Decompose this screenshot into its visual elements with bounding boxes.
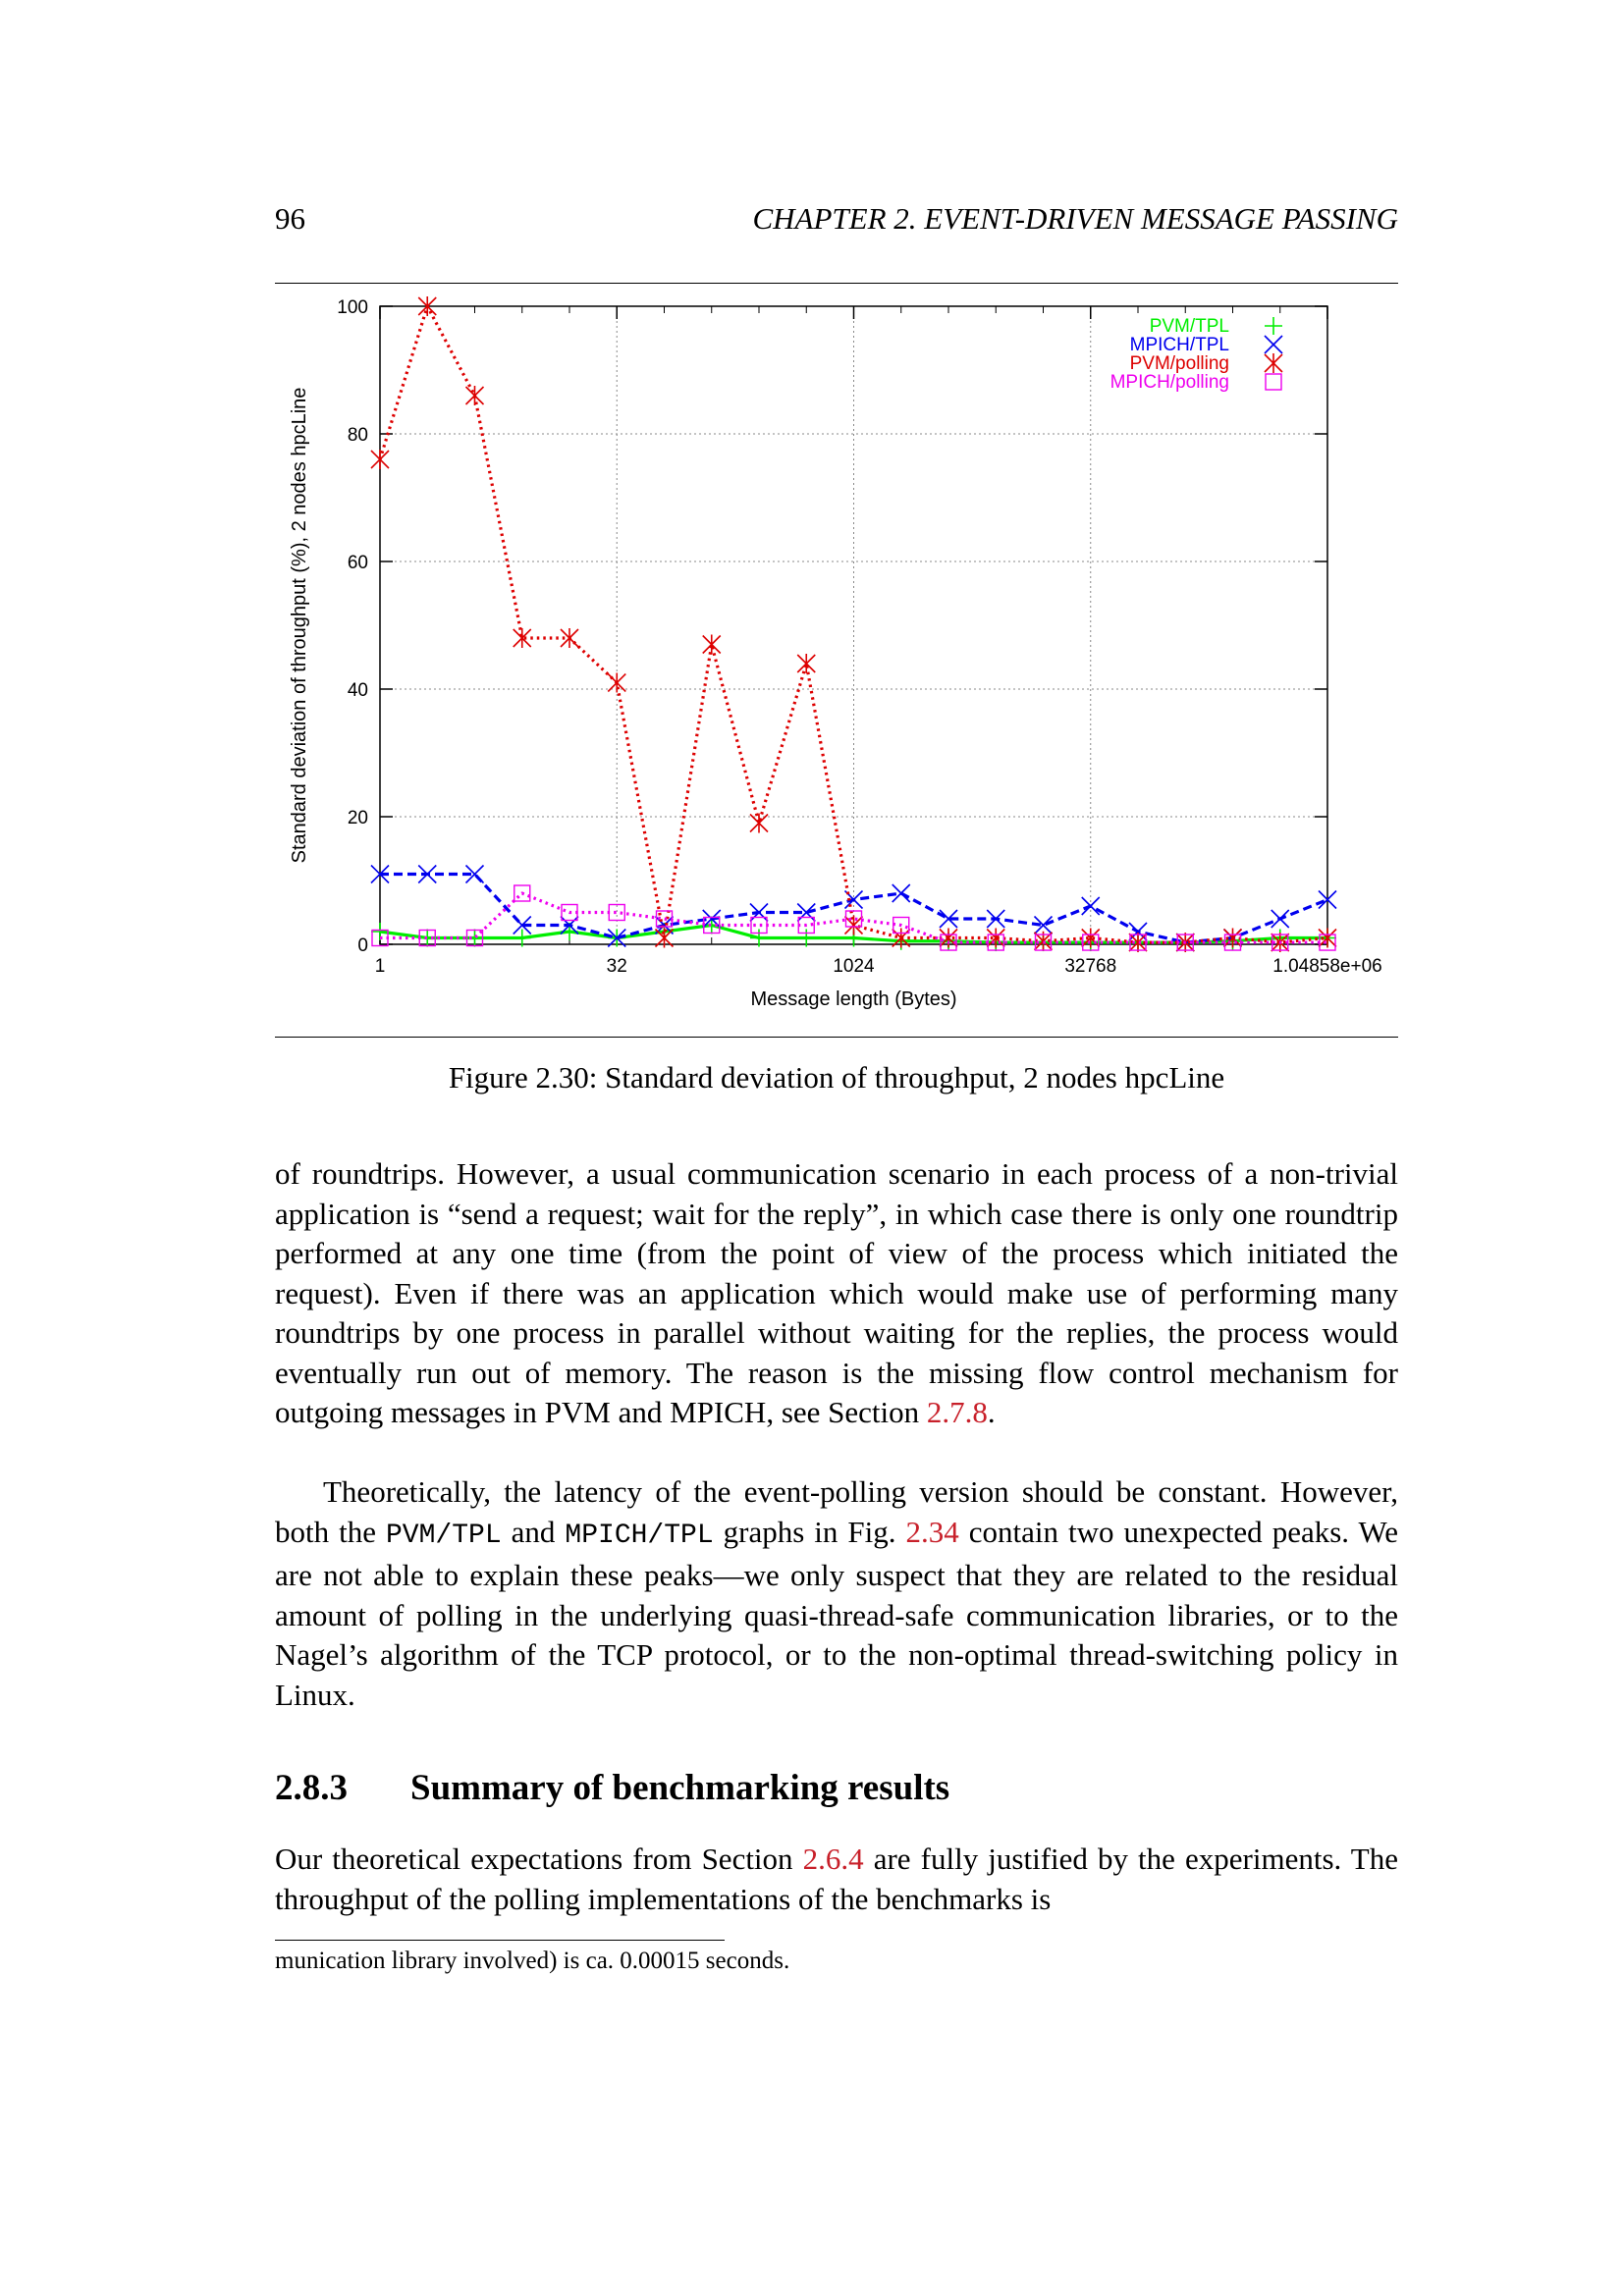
text-run: contain two unexpected peaks. We are not able to explain these peaks—we only suspect that they are related to the residual amount of polling in the underlying quasi-thread-safe communication libraries, or to the Nagel’s algorithm of the TCP protocol, or to the non-optimal thread-switching policy in Linux. <box>275 1514 1399 1712</box>
y-tick-label: 0 <box>357 935 368 956</box>
legend-label-mpich-tpl: MPICH/TPL <box>1129 335 1229 355</box>
footnote: munication library involved) is ca. 0.00015 seconds. <box>275 1948 790 1974</box>
data-point-pvm-polling <box>656 929 674 948</box>
section-title: Summary of benchmarking results <box>410 1768 950 1808</box>
y-tick-label: 100 <box>337 297 368 318</box>
x-tick-label: 1.04858e+06 <box>1272 956 1382 977</box>
x-axis-label: Message length (Bytes) <box>750 988 957 1010</box>
x-tick-label: 1024 <box>833 956 875 977</box>
code-term: MPICH/TPL <box>565 1520 714 1551</box>
text-run: and <box>501 1514 566 1549</box>
figure-caption: Figure 2.30: Standard deviation of throughput, 2 nodes hpcLine <box>448 1060 1225 1095</box>
y-tick-label: 20 <box>347 808 368 828</box>
paragraph-roundtrips <box>275 1154 1398 1433</box>
text-run: are fully justified by the experiments. The throughput of the polling implementations of the benchmarks is <box>275 1842 1398 1916</box>
running-header <box>275 201 1398 240</box>
text-run: . <box>987 1395 996 1429</box>
y-axis-label: Standard deviation of throughput (%), 2 nodes hpcLine <box>289 387 310 864</box>
chart-svg <box>275 285 1398 1036</box>
cross-reference-link[interactable]: 2.6.4 <box>802 1842 864 1876</box>
data-point-pvm-polling <box>514 628 531 648</box>
text-run: Theoretically, the latency of the event-polling version should be constant. However, both the <box>275 1474 1398 1549</box>
legend-label-pvm-polling: PVM/polling <box>1129 353 1229 374</box>
data-point-mpich-tpl <box>418 866 436 883</box>
chapter-title: CHAPTER 2. EVENT-DRIVEN MESSAGE PASSING <box>752 201 1398 236</box>
legend-marker-pvm-tpl <box>1265 317 1282 335</box>
code-term: PVM/TPL <box>386 1520 502 1551</box>
data-point-mpich-tpl <box>987 910 1004 928</box>
data-point-pvm-polling <box>466 386 484 405</box>
legend-label-pvm-tpl: PVM/TPL <box>1149 316 1229 337</box>
data-point-pvm-polling <box>987 929 1004 948</box>
text-run: Our theoretical expectations from Section <box>275 1842 803 1876</box>
page-number: 96 <box>275 201 305 236</box>
x-tick-label: 32768 <box>1064 956 1117 977</box>
footnote-rule <box>275 1940 725 1941</box>
section-heading <box>275 1767 949 1809</box>
data-point-pvm-polling <box>371 450 389 469</box>
cross-reference-link[interactable]: 2.7.8 <box>926 1395 988 1429</box>
section-number: 2.8.3 <box>275 1768 348 1808</box>
legend-label-mpich-polling: MPICH/polling <box>1109 372 1229 393</box>
y-tick-label: 60 <box>347 553 368 573</box>
data-point-pvm-polling <box>797 654 815 673</box>
data-point-pvm-polling <box>893 929 910 948</box>
paragraph-latency <box>275 1472 1398 1715</box>
data-point-pvm-polling <box>1082 929 1100 948</box>
legend-marker-pvm-polling <box>1265 353 1282 373</box>
x-tick-label: 1 <box>374 956 386 977</box>
y-tick-label: 40 <box>347 680 368 701</box>
data-point-mpich-tpl <box>1271 910 1289 928</box>
paragraph-summary <box>275 1840 1398 1919</box>
data-point-pvm-polling <box>845 916 863 935</box>
legend-marker-mpich-polling <box>1266 374 1281 390</box>
throughput-stddev-chart <box>275 285 1398 1036</box>
text-run: graphs in Fig. <box>713 1514 906 1549</box>
figure-bottom-rule <box>275 1037 1398 1038</box>
y-tick-label: 80 <box>347 425 368 446</box>
data-point-pvm-polling <box>703 635 721 655</box>
data-point-mpich-tpl <box>1082 897 1100 915</box>
figure-top-rule <box>275 283 1398 284</box>
data-point-pvm-polling <box>608 673 625 693</box>
legend-marker-mpich-tpl <box>1265 336 1282 353</box>
data-point-pvm-polling <box>750 814 768 833</box>
cross-reference-link[interactable]: 2.34 <box>905 1514 959 1549</box>
text-run: of roundtrips. However, a usual communication scenario in each process of a non-trivial application is “send a request; wait for the reply”, in which case there is only one roundtrip performed at any one time (from the point of view of the process which initiated the request). Even if there was an application which would make use of performing many roundtrips by one process in parallel without waiting for the replies, the process would eventually run out of memory. The reason is the missing flow control mechanism for outgoing messages in PVM and MPICH, see Section <box>275 1156 1398 1429</box>
x-tick-label: 32 <box>606 956 627 977</box>
